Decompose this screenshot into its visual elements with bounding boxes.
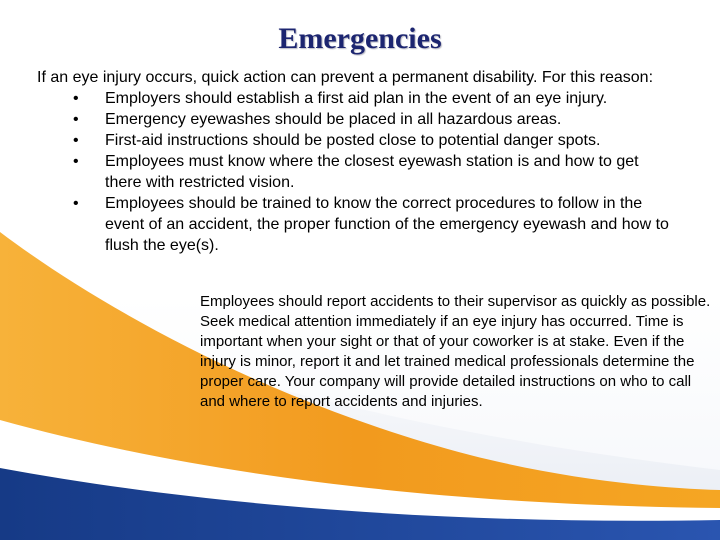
bullet-text: Employees must know where the closest eyewash station is and how to get there with restricted vision. [105,153,639,191]
note-paragraph: Employees should report accidents to their supervisor as quickly as possible. Seek medical attention immediately if an eye injury has occurred. Time is important when your sight or that of your coworker is at stake. Even if the injury is minor, report it and let trained medical professionals determine the proper care. Your company will provide detailed instructions on who to call and where to report accidents and injuries. [200,293,711,410]
list-item [37,88,677,109]
bullet-icon: • [73,90,79,107]
bullet-icon: • [73,153,79,170]
bullet-text: Employees should be trained to know the correct procedures to follow in the event of an accident, the proper function of the emergency eyewash and how to flush the eye(s). [105,195,669,254]
bullet-icon: • [73,195,79,212]
list-item [37,109,677,130]
list-item [37,130,677,151]
list-item [37,151,677,193]
bullet-list [37,88,677,256]
bullet-text: First-aid instructions should be posted close to potential danger spots. [105,132,601,149]
intro-text: If an eye injury occurs, quick action can prevent a permanent disability. For this reason: [37,69,654,86]
bullet-text: Emergency eyewashes should be placed in all hazardous areas. [105,111,562,128]
bullet-text: Employers should establish a first aid plan in the event of an eye injury. [105,90,608,107]
intro-block [37,67,677,256]
list-item [37,193,677,256]
page-title: Emergencies [278,22,442,55]
bullet-icon: • [73,111,79,128]
bullet-icon: • [73,132,79,149]
